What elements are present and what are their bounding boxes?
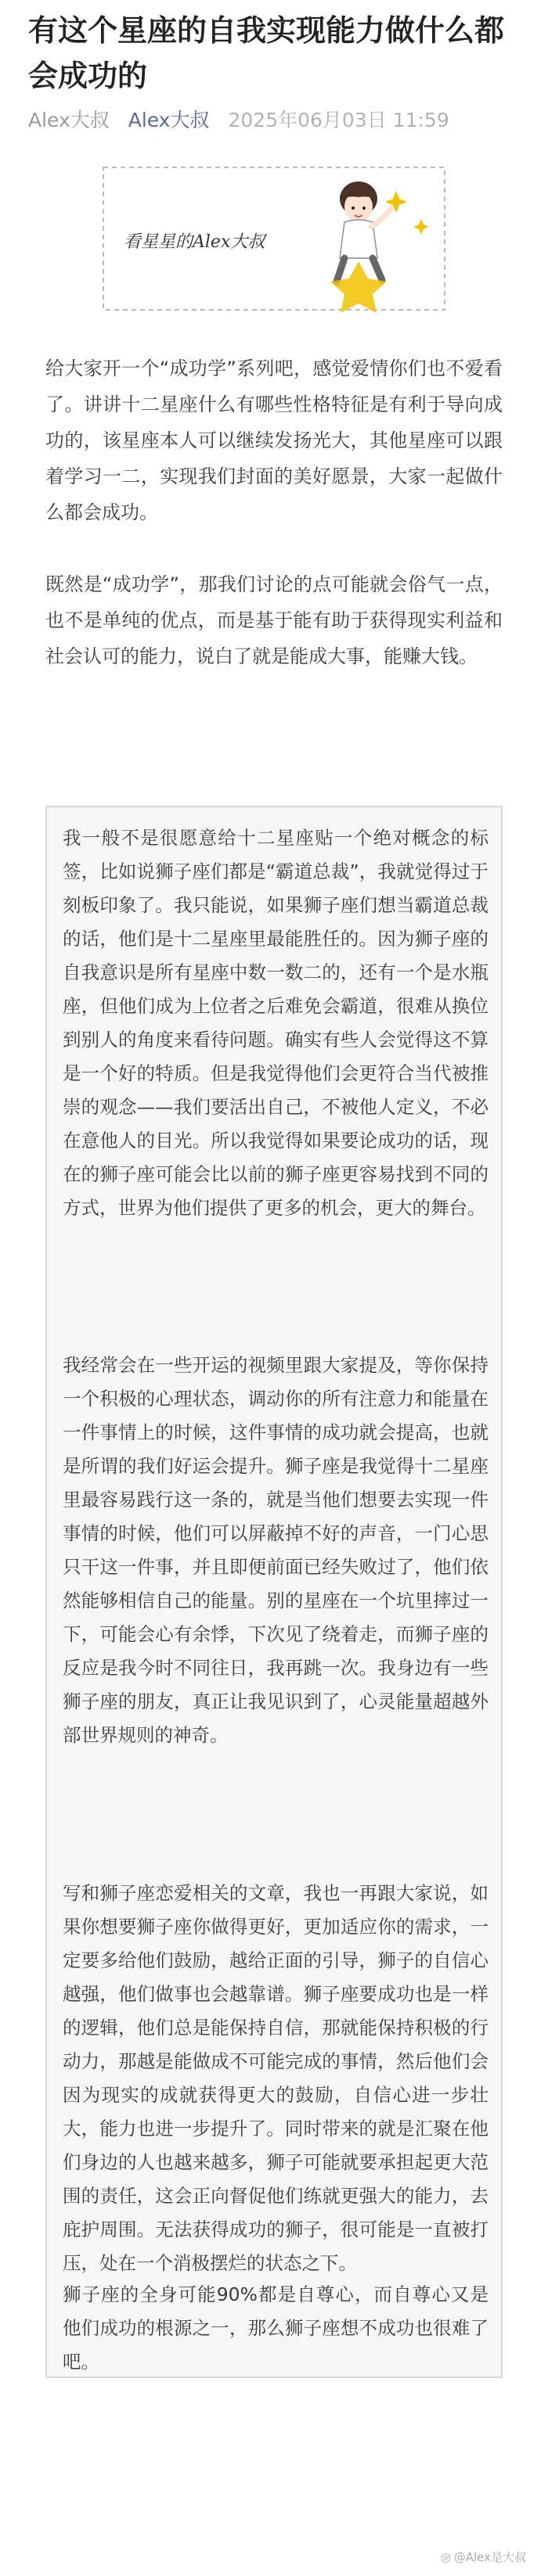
banner-caption: 看星星的Alex大叔 [124, 232, 265, 252]
header-banner [100, 164, 448, 313]
weibo-icon: ◎ [440, 2550, 451, 2564]
watermark-text: @Alex是大叔 [453, 2550, 526, 2564]
intro-paragraph-1: 给大家开一个“成功学”系列吧，感觉爱情你们也不爱看了。讲讲十二星座什么有哪些性格特征是有利于导向成功的，该星座本人可以继续发扬光大，其他星座可以跟着学习一二，实现我们封面的美好愿景，大家一起做什么都会成功。 [45, 357, 503, 523]
quote-block [45, 806, 503, 2378]
intro-paragraph-2: 既然是“成功学”，那我们讨论的点可能就会俗气一点，也不是单纯的优点，而是基于能有助于获得现实利益和社会认可的能力，说白了就是能成大事，能赚大钱。 [45, 573, 503, 667]
publish-date: 2025年06月03日 11:59 [228, 109, 449, 131]
account-link[interactable]: Alex大叔 [128, 109, 210, 131]
author-name: Alex大叔 [28, 109, 110, 131]
article-title: 有这个星座的自我实现能力做什么都会成功的 [28, 13, 505, 93]
banner-illustration [100, 164, 448, 313]
quote-paragraph-2: 我经常会在一些开运的视频里跟大家提及，等你保持一个积极的心理状态，调动你的所有注意力和能量在一件事情上的时候，这件事情的成功就会提高，也就是所谓的我们好运会提升。狮子座是我觉得十二星座里最容易践行这一条的，就是当他们想要去实现一件事情的时候，他们可以屏蔽掉不好的声音，一门心思只干这一件事，并且即便前面已经失败过了，他们依然能够相信自己的能量。别的星座在一个坑里摔过一下，可能会心有余悸，下次见了绕着走，而狮子座的反应是我今时不同往日，我再跳一次。我身边有一些狮子座的朋友，真正让我见识到了，心灵能量超越外部世界规则的神奇。 [63, 1354, 489, 1746]
weibo-watermark [441, 2549, 526, 2565]
quote-paragraph-1: 我一般不是很愿意给十二星座贴一个绝对概念的标签，比如说狮子座们都是“霸道总裁”，我就觉得过于刻板印象了。我只能说，如果狮子座们想当霸道总裁的话，他们是十二星座里最能胜任的。因为狮子座的自我意识是所有星座中数一数二的，还有一个是水瓶座，但他们成为上位者之后难免会霸道，很难从换位到别人的角度来看待问题。确实有些人会觉得这不算是一个好的特质。但是我觉得他们会更符合当代被推崇的观念——我们要活出自己，不被他人定义，不必在意他人的目光。所以我觉得如果要论成功的话，现在的狮子座可能会比以前的狮子座更容易找到不同的方式，世界为他们提供了更多的机会，更大的舞台。 [63, 827, 489, 1219]
quote-paragraph-4: 狮子座的全身可能90%都是自尊心，而自尊心又是他们成功的根源之一，那么狮子座想不成功也很难了吧。 [63, 2283, 489, 2373]
quote-paragraph-3: 写和狮子座恋爱相关的文章，我也一再跟大家说，如果你想要狮子座你做得更好，更加适应你的需求，一定要多给他们鼓励，越给正面的引导，狮子的自信心越强，他们做事也会越靠谱。狮子座要成功也是一样的逻辑，他们总是能保持自信，那就能保持积极的行动力，那越是能做成不可能完成的事情，然后他们会因为现实的成就获得更大的鼓励，自信心进一步壮大，能力也进一步提升了。同时带来的就是汇聚在他们身边的人也越来越多，狮子可能就要承担起更大范围的责任，这会正向督促他们练就更强大的能力，去庇护周围。无法获得成功的狮子，很可能是一直被打压，处在一个消极摆烂的状态之下。 [63, 1882, 489, 2274]
article-meta [28, 106, 520, 135]
